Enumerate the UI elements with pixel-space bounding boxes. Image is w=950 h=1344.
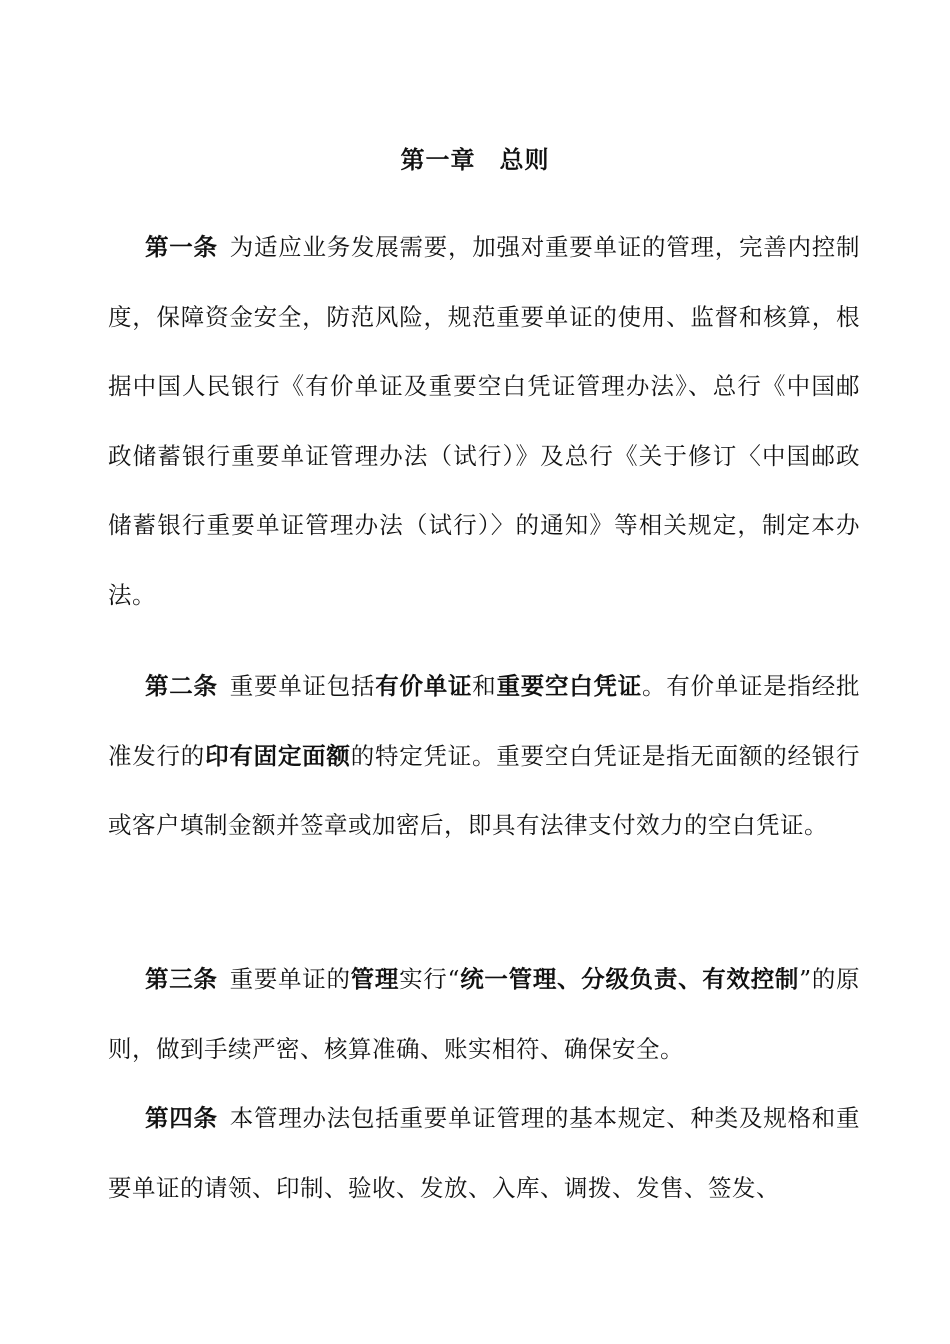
article-text: 实行“ [399,965,461,993]
emphasized-text: 管理 [350,965,400,993]
article-text: 重要单证的 [229,965,351,993]
article-text: 为适应业务发展需要，加强对重要单证的管理，完善内控制度，保障资金安全，防范风险，规范重要单证的使用、监督和核算，根据中国人民银行《有价单证及重要空白凭证管理办法》、总行《中国邮政储蓄银行重要单证管理办法（试行）》及总行《关于修订〈中国邮政储蓄银行重要单证管理办法（试行）〉的通知》等相关规定，制定本办法。 [108,233,860,609]
article-text: 的特定凭证。重要空白凭证是指无面额的经银行或客户填制金额并签章或加密后，即具有法律支付效力的空白凭证。 [108,741,861,840]
article-4 [108,1084,860,1223]
emphasized-text: 印有固定面额 [205,741,351,770]
article-text: 本管理办法包括重要单证管理的基本规定、种类及规格和重要单证的请领、印制、验收、发放、入库、调拨、发售、签发、 [108,1104,860,1202]
chapter-name: 总则 [499,146,550,174]
article-label: 第一条 [145,233,218,261]
article-text: ”的原则，做到手续严密、核算准确、账实相符、确保安全。 [108,965,861,1063]
article-2 [108,652,860,861]
emphasized-text: 有价单证 [375,672,473,700]
chapter-title [0,140,950,175]
article-label: 第三条 [145,965,218,993]
article-label: 第四条 [145,1104,218,1132]
article-1 [108,213,860,631]
article-label: 第二条 [145,672,218,700]
emphasized-text: 重要空白凭证 [496,672,642,700]
article-text: 和 [472,672,497,700]
article-text: 重要单证包括 [229,672,376,700]
article-3 [108,945,860,1084]
chapter-number: 第一章 [400,146,476,174]
article-text: 。有价单证是指经批准发行的 [108,672,860,770]
emphasized-text: 统一管理、分级负责、有效控制 [460,965,800,993]
